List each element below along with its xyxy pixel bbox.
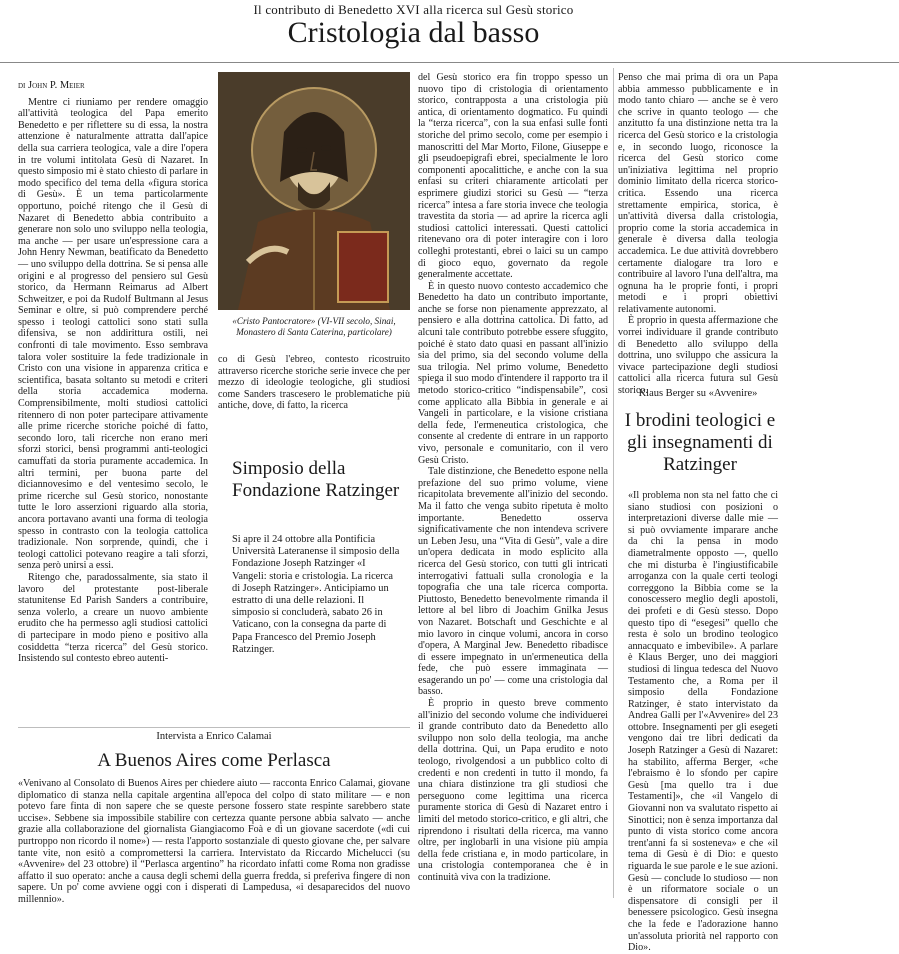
- article-paragraph: È in questo nuovo contesto accademico che Benedetto ha dato un contributo importante, anche se forse non pienamente apprezzato, al pensiero e alla dottrina cattolica. Di fatto, ad alcuni tale contributo potrebbe essere sfuggito, poiché è stato dato quasi en passant all'inizio sia del primo, sia del secondo volume della sua trilogia. Nel primo volume, Benedetto spiega il suo modo d'intendere il rapporto tra il metodo storico-critico “indispensabile”, così come applicato alla Bibbia in generale e ai Vangeli in particolare, e la visione cristiana della fede, l'ermeneutica cristologica, che consente al credente di entrare in un rapporto vivo, personale e comunitario, con il vero Gesù Cristo.: [418, 280, 608, 466]
- calamai-text-block: [18, 778, 410, 905]
- calamai-title: A Buenos Aires come Perlasca: [97, 750, 331, 771]
- section-divider: [18, 727, 410, 728]
- article-column-1: [18, 80, 208, 720]
- image-caption: «Cristo Pantocratore» (VI-VII secolo, Sinai, Monastero di Santa Caterina, particolare): [232, 316, 396, 337]
- berger-label: Klaus Berger su «Avvenire»: [638, 388, 758, 399]
- column-divider: [613, 68, 614, 898]
- article-kicker: Il contributo di Benedetto XVI alla ricerca sul Gesù storico: [253, 2, 574, 17]
- article-paragraph: del Gesù storico era fin troppo spesso un nuovo tipo di cristologia di orientamento storico, contrapposta a una cristologia più antica, di orientamento dogmatico. Fu quindi la “terza ricerca”, con la sua enfasi sulle fonti storiche del primo secolo, come per esempio i manoscritti del Mar Morto, Filone, Giuseppe e gli pseudoepigrafi ebrei, specialmente le loro componenti apocalittiche, e anche con la sua enfasi su criteri chiaramente articolati per esprimere giudizi storici su Gesù — “terza ricerca” intesa a fare storia invece che teologia travestita da storia — ad aprire la ricerca agli studiosi cattolici interessati. Questi cattolici ritenevano ora di poter interagire con i loro colleghi protestanti, ebrei o laici su un campo di gioco equo, governato da regole generalmente accettate.: [418, 72, 608, 281]
- article-paragraph: Tale distinzione, che Benedetto espone nella prefazione del suo primo volume, viene ricapitolata brevemente all'inizio del secondo. Ma il fatto che venga subito ripetuta è molto importante. Benedetto osserva significativamente che non intendeva scrivere un Leben Jesu, una “Vita di Gesù”, vale a dire un'opera dedicata in modo esplicito alla ricerca del Gesù storico, con tutti gli intricati interrogativi fattuali sulla cronologia e la topografia che una tale ricerca comporta. Piuttosto, Benedetto benevolmente rimanda il lettore al bel libro di Joachim Gnilka Jesus von Nazaret. Botschaft und Geschichte e al mio lavoro in cinque volumi, ancora in corso d'opera, A Marginal Jew. Benedetto ribadisce di essere impegnato in un'ermeneutica della fede, che può essere immaginata — esagerando un po' — come una cristologia dal basso.: [418, 466, 608, 698]
- calamai-label: Intervista a Enrico Calamai: [156, 731, 272, 742]
- berger-title: I brodini teologici e gli insegnamenti di Ratzinger: [624, 410, 776, 475]
- christ-icon-illustration: [218, 72, 410, 310]
- top-divider: [0, 62, 899, 63]
- calamai-text: «Venivano al Consolato di Buenos Aires per chiedere aiuto — racconta Enrico Calamai, giovane diplomatico di stanza nella capitale argentina all'epoca del colpo di stato militare — e non potevo fare finta di non sapere che se queste persone fossero state respinte sarebbero state uccise». Sebbene sia impossibile stabilire con certezza quante persone abbia salvato — anche grazie alla collaborazione del giornalista Giangiacomo Foà e di un giovane sacerdote («di cui purtroppo non ricordo il nome») — resta l'apporto sostanziale di questo giovane che, per salvare tante vite, non esitò a compromettersi la carriera. Intervistato da Riccardo Michelucci (su «Avvenire» del 23 ottobre) il “Perlasca argentino” ha ricordato infatti come Roma non gradisse affatto il suo operato: anche a causa degli schemi della guerra fredda, si preferiva fingere di non sapere. Un po' come avviene oggi con i disperati di Lampedusa, «i desaparecidos del nuovo millennio».: [18, 778, 410, 905]
- article-paragraph: È proprio in questo breve commento all'inizio del secondo volume che individuerei il grande contributo dato da Benedetto allo sviluppo non solo della teologia, ma anche della dottrina. Qui, un Papa erudito e noto teologo, rivolgendosi a un pubblico colto di credenti e non credenti in tutto il mondo, fa una chiara distinzione tra gli studiosi che perseguono come legittima una ricerca puramente storica di Gesù di Nazaret entro i limiti del metodo storico-critico, e gli altri, che riprendono i risultati della ricerca, ma vanno oltre, per inglobarli in una visione più ampia della fede cristiana e, in modo particolare, in una cristologia contemporanea che è in continuità viva con la tradizione.: [418, 698, 608, 883]
- symposium-text: Si apre il 24 ottobre alla Pontificia Università Lateranense il simposio della Fondazione Joseph Ratzinger «I Vangeli: storia e cristologia. La ricerca di Joseph Ratzinger». Anticipiamo un estratto di una delle relazioni. Il simposio si concluderà, sabato 26 in Vaticano, con la consegna da parte di Papa Francesco del Premio Joseph Ratzinger.: [232, 534, 400, 655]
- berger-text: «Il problema non sta nel fatto che ci siano studiosi con posizioni o interpretazioni diverse dalle mie — si può ovviamente imparare anche da chi la pensa in modo diametralmente opposto —, quello che mi disturba è l'ingiustificabile arroganza con la quale certi teologi correggono la Bibbia come se la conoscessero meglio degli apostoli, dei profeti e di Gesù stesso. Dopo questo tipo di “esegesi” quello che resta è solo un brodino teologico annacquato e imbevibile». A parlare è Klaus Berger, uno dei maggiori studiosi di lingua tedesca del Nuovo Testamento che, a Roma per il simposio della Fondazione Ratzinger, è stato intervistato da Andrea Galli per l'«Avvenire» del 23 ottobre. Insegnamenti per gli esegeti vengono dai tre libri dedicati da Joseph Ratzinger a Gesù di Nazaret: ha stabilito, afferma Berger, «che l'ebraismo è lo sfondo per capire Gesù [ma quello tra i due Testamenti]», che «il Vangelo di Giovanni non va svalutato rispetto ai Sinottici; non è senza importanza dal punto di vista storico come ancora trent'anni fa si sosteneva» e che «il tema di Gesù è di Dio: e questo riguarda le sue parole e le sue azioni. Gesù — conclude lo studioso — non è un riformatore sociale o un dispensatore di consigli per il benessere psicologico. Gesù insegna che la fede e l'adorazione hanno un'assoluta priorità nel rapporto con Dio».: [628, 490, 778, 954]
- article-column-2: [218, 354, 410, 414]
- article-paragraph: Ritengo che, paradossalmente, sia stato il lavoro del protestante post-liberale statunitense Ed Parish Sanders a contribuire, senza volerlo, a creare un nuovo ambiente erudito che ha permesso agli studiosi cattolici di partecipare in modo pieno e positivo alla cosiddetta “terza ricerca” del Gesù storico. Insistendo sul contesto ebreo autenti-: [18, 571, 208, 665]
- article-paragraph: Penso che mai prima di ora un Papa abbia ammesso pubblicamente e in modo tanto chiaro — anche se è vero che scrive in quanto teologo — che anzitutto fa una distinzione netta tra la ricerca del Gesù storico e la cristologia e, in secondo luogo, riconosce la ricerca del Gesù storico come un'iniziativa legittima nel proprio dominio limitato della ricerca storico-critica. Essendo una ricerca strettamente empirica, storica, è un'attività diversa dalla cristologia, proprio come la storia accademica in generale è diversa dalla teologia accademica. Le due attività dovrebbero certamente dialogare tra loro e contribuire al lavoro l'una dell'altra, ma ognuna ha le proprie fonti, i propri metodi e i propri obiettivi relativamente autonomi.: [618, 72, 778, 315]
- article-paragraph: co di Gesù l'ebreo, contesto ricostruito attraverso ricerche storiche serie invece che per mezzo di ideologie teologiche, gli studiosi come Sanders trascesero le problematiche più antiche, dove, di fatto, la ricerca: [218, 354, 410, 412]
- page-title: Cristologia dal basso: [287, 16, 540, 49]
- article-paragraph: Mentre ci riuniamo per rendere omaggio all'attività teologica del Papa emerito Benedetto e per riflettere su di essa, la nostra attenzione è naturalmente attratta dall'apice della sua carriera teologica, vale a dire l'opera in tre volumi intitolata Gesù di Nazaret. In questo simposio mi è stato chiesto di parlare in modo specifico del tema della «figura storica di Gesù». È un tema particolarmente opportuno, poiché ritengo che il Gesù di Nazaret di Benedetto abbia contribuito a generare non solo uno sviluppo nella teologia, ma anche — per usare un'espressione cara a John Henry Newman, beatificato da Benedetto — uno sviluppo della dottrina. Se si pensa alle origini e al progresso del pensiero sul Gesù storico, da Hermann Reimarus ad Albert Schweitzer, e poi da Rudolf Bultmann al Jesus Seminar e oltre, si può comprendere perché spesso i teologi cattolici sono stati sulla difensiva, se non addirittura ostili, nei confronti di tale movimento. Esso sembrava talora voler sostituire la fede tradizionale in Cristo con una visione in apparenza critica e scientifica, basata soltanto su metodi e criteri della storia accademica moderna. Comprensibilmente, molti studiosi cattolici ritennero di non poter partecipare attivamente alle prime ricerche storiche poiché di fatto, secondo loro, tali ricerche non erano meri sforzi storici, bensì programmi anti-teologici camuffati da storia puramente accademica. In altri termini, per buona parte del diciannovesimo e del ventesimo secolo, le prime ricerche sul Gesù storico, nonostante tutte le loro asserzioni riguardo alla storia, ancora portavano avanti una forma di teologia spesso in contrasto con la teologia cattolica tradizionale. Non sorprende, quindi, che i teologi cattolici potevano reagire a tali sforzi, senza però unirsi a essi.: [18, 96, 208, 572]
- pantocrator-image: [218, 72, 410, 310]
- symposium-heading: Simposio della Fondazione Ratzinger: [232, 458, 400, 501]
- byline: di John P. Meier: [18, 80, 85, 91]
- article-column-3: [418, 72, 608, 896]
- article-paragraph: È proprio in questa affermazione che vorrei individuare il grande contributo di Benedetto allo sviluppo della dottrina, uno sviluppo che assicura la vivace partecipazione degli studiosi cattolici alla ricerca futura sul Gesù storico.: [618, 315, 778, 397]
- berger-text-column: [628, 490, 778, 954]
